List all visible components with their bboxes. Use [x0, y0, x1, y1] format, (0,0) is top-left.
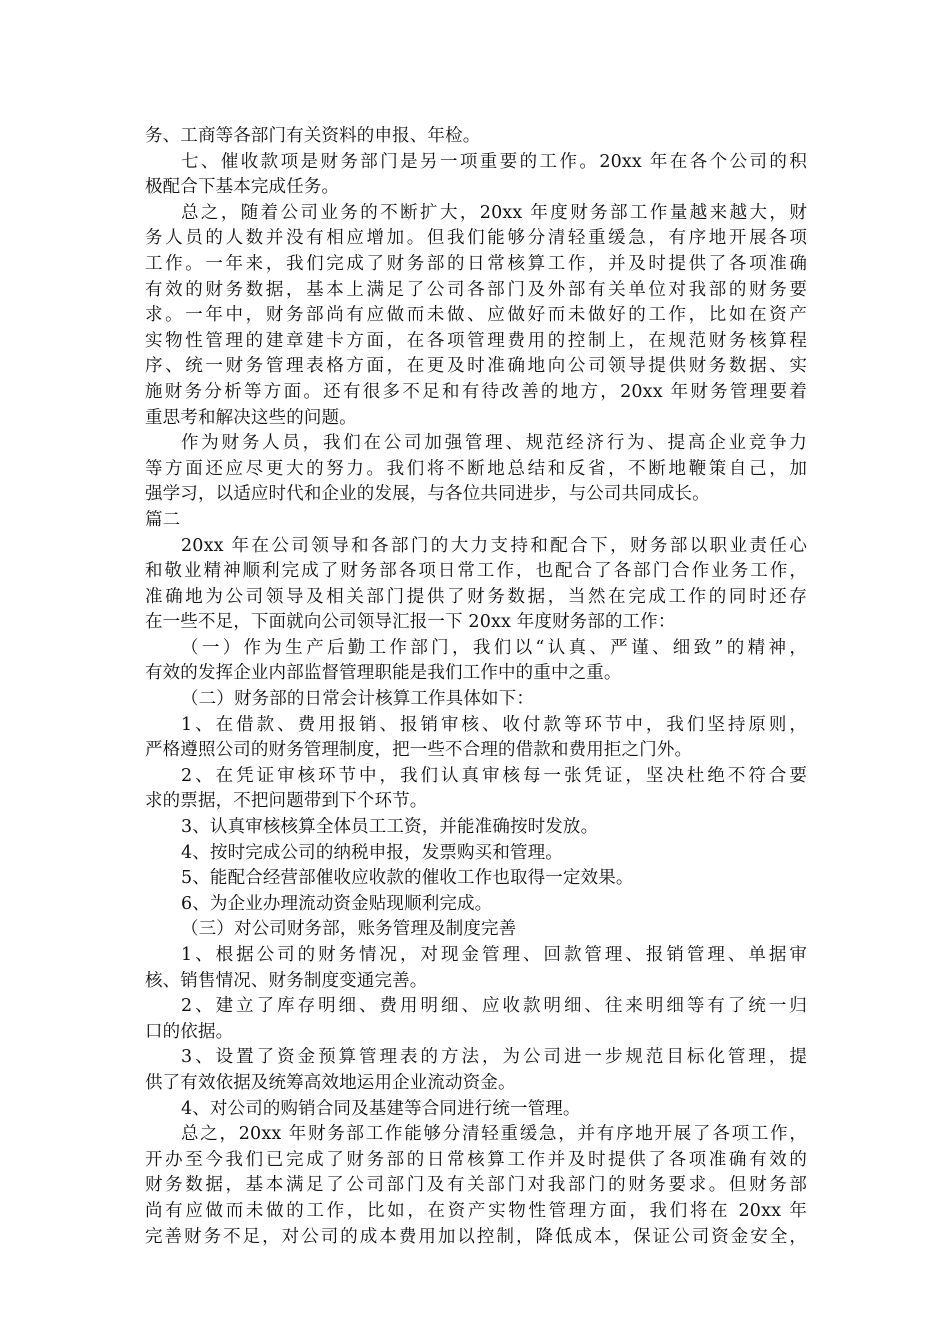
text-line: 重思考和解决这些的问题。 [145, 407, 357, 428]
text-line: 总之，随着公司业务的不断扩大，20xx 年度财务部工作量越来越大，财 [181, 202, 807, 223]
text-line: 核、销售情况、财务制度变通完善。 [145, 970, 428, 991]
section-heading: 篇二 [145, 509, 181, 530]
text-line: 完善财务不足，对公司的成本费用加以控制，降低成本，保证公司资金安全， [145, 1226, 807, 1247]
text-line: 强学习，以适应时代和企业的发展，与各位共同进步，与公司共同成长。 [145, 484, 710, 505]
text-line: 尚有应做而未做的工作，比如，在资产实物性管理方面，我们将在 20xx 年 [145, 1200, 807, 1221]
text-line: 5、能配合经营部催收应收款的催收工作也取得一定效果。 [181, 868, 634, 889]
text-line: 3、设置了资金预算管理表的方法，为公司进一步规范目标化管理，提 [181, 1047, 807, 1068]
text-line: 求的票据，不把问题带到下个环节。 [145, 791, 428, 812]
text-line: 实物性管理的建章建卡方面，在各项管理费用的控制上，在规范财务核算程 [145, 330, 807, 351]
text-line: 务、工商等各部门有关资料的申报、年检。 [145, 126, 481, 146]
text-line: 口的依据。 [145, 1021, 234, 1042]
text-line: （二）财务部的日常会计核算工作具体如下： [181, 689, 534, 710]
text-line: 1、根据公司的财务情况，对现金管理、回款管理、报销管理、单据审 [181, 945, 807, 965]
text-line: （一）作为生产后勤工作部门，我们以“认真、严谨、细致”的精神， [181, 637, 807, 658]
text-line: 4、对公司的购销合同及基建等合同进行统一管理。 [181, 1098, 581, 1119]
text-line: 施财务分析等方面。还有很多不足和有待改善的地方，20xx 年财务管理要着 [145, 381, 807, 402]
text-line: 和敬业精神顺利完成了财务部各项日常工作，也配合了各部门合作业务工作， [145, 561, 807, 582]
text-line: 求。一年中，财务部尚有应做而未做、应做好而未做好的工作，比如在资产 [145, 305, 807, 326]
text-line: （三）对公司财务部，账务管理及制度完善 [181, 919, 517, 940]
text-line: 开办至今我们已完成了财务部的日常核算工作并及时提供了各项准确有效的 [145, 1149, 807, 1170]
text-line: 作为财务人员，我们在公司加强管理、规范经济行为、提高企业竞争力 [181, 433, 807, 454]
text-line: 在一些不足，下面就向公司领导汇报一下 20xx 年度财务部的工作： [145, 612, 676, 633]
text-line: 极配合下基本完成任务。 [145, 177, 340, 198]
text-line: 序、统一财务管理表格方面，在更及时准确地向公司领导提供财务数据、实 [145, 356, 807, 377]
text-line: 七、催收款项是财务部门是另一项重要的工作。20xx 年在各个公司的积 [181, 151, 807, 172]
text-line: 2、建立了库存明细、费用明细、应收款明细、往来明细等有了统一归 [181, 996, 807, 1017]
text-line: 准确地为公司领导及相关部门提供了财务数据，当然在完成工作的同时还存 [145, 586, 807, 607]
document-body [145, 124, 807, 1250]
text-line: 有效的发挥企业内部监督管理职能是我们工作中的重中之重。 [145, 663, 622, 684]
text-line: 1、在借款、费用报销、报销审核、收付款等环节中，我们坚持原则， [181, 714, 807, 735]
text-line: 6、为企业办理流动资金贴现顺利完成。 [181, 893, 493, 914]
text-line: 等方面还应尽更大的努力。我们将不断地总结和反省，不断地鞭策自己，加 [145, 458, 807, 479]
text-line: 严格遵照公司的财务管理制度，把一些不合理的借款和费用拒之门外。 [145, 740, 693, 761]
text-line: 3、认真审核核算全体员工工资，并能准确按时发放。 [181, 817, 599, 838]
text-line: 4、按时完成公司的纳税申报，发票购买和管理。 [181, 842, 563, 863]
text-line: 有效的财务数据，基本上满足了公司各部门及外部有关单位对我部的财务要 [145, 279, 807, 300]
text-line: 总之，20xx 年财务部工作能够分清轻重缓急，并有序地开展了各项工作， [181, 1124, 807, 1145]
text-line: 财务数据，基本满足了公司部门及有关部门对我部门的财务要求。但财务部 [145, 1175, 807, 1196]
text-line: 供了有效依据及统筹高效地运用企业流动资金。 [145, 1072, 516, 1093]
text-line: 工作。一年来，我们完成了财务部的日常核算工作，并及时提供了各项准确 [145, 253, 807, 274]
text-line: 务人员的人数并没有相应增加。但我们能够分清轻重缓急，有序地开展各项 [145, 228, 807, 249]
text-line: 2、在凭证审核环节中，我们认真审核每一张凭证，坚决杜绝不符合要 [181, 765, 807, 786]
text-line: 20xx 年在公司领导和各部门的大力支持和配合下，财务部以职业责任心 [181, 535, 807, 556]
